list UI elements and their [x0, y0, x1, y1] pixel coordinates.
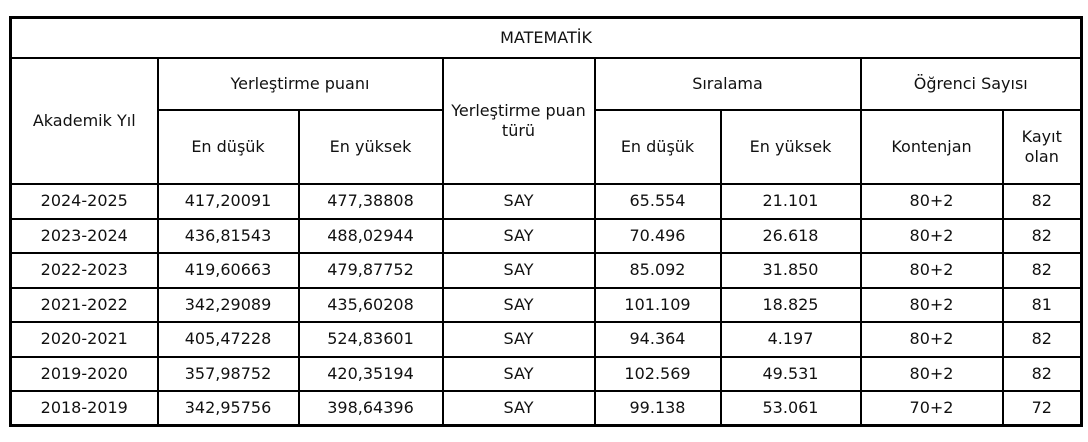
cell-rank-min: 101.109 [595, 288, 721, 323]
header-score-min: En düşük [158, 110, 299, 184]
cell-quota: 80+2 [861, 253, 1003, 288]
table-body [11, 184, 1082, 426]
cell-year: 2023-2024 [11, 219, 158, 254]
table-row [11, 357, 1082, 392]
header-score-type: Yerleştirme puan türü [443, 58, 595, 184]
cell-score-min: 417,20091 [158, 184, 299, 219]
cell-score-max: 477,38808 [299, 184, 443, 219]
cell-year: 2022-2023 [11, 253, 158, 288]
cell-year: 2018-2019 [11, 391, 158, 426]
cell-year: 2024-2025 [11, 184, 158, 219]
table-row [11, 288, 1082, 323]
cell-score-type: SAY [443, 184, 595, 219]
cell-score-max: 398,64396 [299, 391, 443, 426]
cell-quota: 80+2 [861, 288, 1003, 323]
cell-score-max: 420,35194 [299, 357, 443, 392]
cell-score-min: 357,98752 [158, 357, 299, 392]
cell-rank-min: 99.138 [595, 391, 721, 426]
cell-rank-max: 18.825 [721, 288, 861, 323]
cell-score-max: 524,83601 [299, 322, 443, 357]
cell-rank-max: 49.531 [721, 357, 861, 392]
cell-rank-max: 26.618 [721, 219, 861, 254]
cell-quota: 80+2 [861, 184, 1003, 219]
cell-score-type: SAY [443, 253, 595, 288]
statistics-table [9, 16, 1083, 427]
cell-rank-max: 21.101 [721, 184, 861, 219]
cell-rank-max: 4.197 [721, 322, 861, 357]
cell-rank-min: 102.569 [595, 357, 721, 392]
cell-score-min: 342,95756 [158, 391, 299, 426]
cell-enrolled: 82 [1003, 219, 1082, 254]
cell-quota: 80+2 [861, 219, 1003, 254]
cell-enrolled: 82 [1003, 322, 1082, 357]
cell-score-max: 479,87752 [299, 253, 443, 288]
header-ranking: Sıralama [595, 58, 861, 110]
header-quota: Kontenjan [861, 110, 1003, 184]
header-enrolled: Kayıt olan [1003, 110, 1082, 184]
cell-rank-min: 65.554 [595, 184, 721, 219]
table-title: MATEMATİK [11, 18, 1082, 59]
cell-enrolled: 82 [1003, 253, 1082, 288]
cell-enrolled: 72 [1003, 391, 1082, 426]
header-rank-min: En düşük [595, 110, 721, 184]
cell-quota: 80+2 [861, 322, 1003, 357]
cell-score-max: 435,60208 [299, 288, 443, 323]
header-academic-year: Akademik Yıl [11, 58, 158, 184]
cell-year: 2021-2022 [11, 288, 158, 323]
table-row [11, 184, 1082, 219]
cell-score-type: SAY [443, 391, 595, 426]
header-rank-max: En yüksek [721, 110, 861, 184]
cell-rank-min: 70.496 [595, 219, 721, 254]
cell-score-type: SAY [443, 322, 595, 357]
cell-score-max: 488,02944 [299, 219, 443, 254]
cell-score-type: SAY [443, 288, 595, 323]
cell-enrolled: 82 [1003, 357, 1082, 392]
cell-score-type: SAY [443, 357, 595, 392]
table-row [11, 322, 1082, 357]
cell-rank-max: 31.850 [721, 253, 861, 288]
cell-year: 2020-2021 [11, 322, 158, 357]
cell-score-min: 419,60663 [158, 253, 299, 288]
header-placement-score: Yerleştirme puanı [158, 58, 443, 110]
cell-score-min: 342,29089 [158, 288, 299, 323]
cell-rank-min: 94.364 [595, 322, 721, 357]
cell-score-type: SAY [443, 219, 595, 254]
cell-quota: 70+2 [861, 391, 1003, 426]
cell-enrolled: 82 [1003, 184, 1082, 219]
cell-quota: 80+2 [861, 357, 1003, 392]
cell-score-min: 436,81543 [158, 219, 299, 254]
cell-score-min: 405,47228 [158, 322, 299, 357]
table-row [11, 391, 1082, 426]
header-score-max: En yüksek [299, 110, 443, 184]
table-row [11, 253, 1082, 288]
table-row [11, 219, 1082, 254]
header-student-count: Öğrenci Sayısı [861, 58, 1082, 110]
cell-enrolled: 81 [1003, 288, 1082, 323]
cell-year: 2019-2020 [11, 357, 158, 392]
cell-rank-max: 53.061 [721, 391, 861, 426]
cell-rank-min: 85.092 [595, 253, 721, 288]
